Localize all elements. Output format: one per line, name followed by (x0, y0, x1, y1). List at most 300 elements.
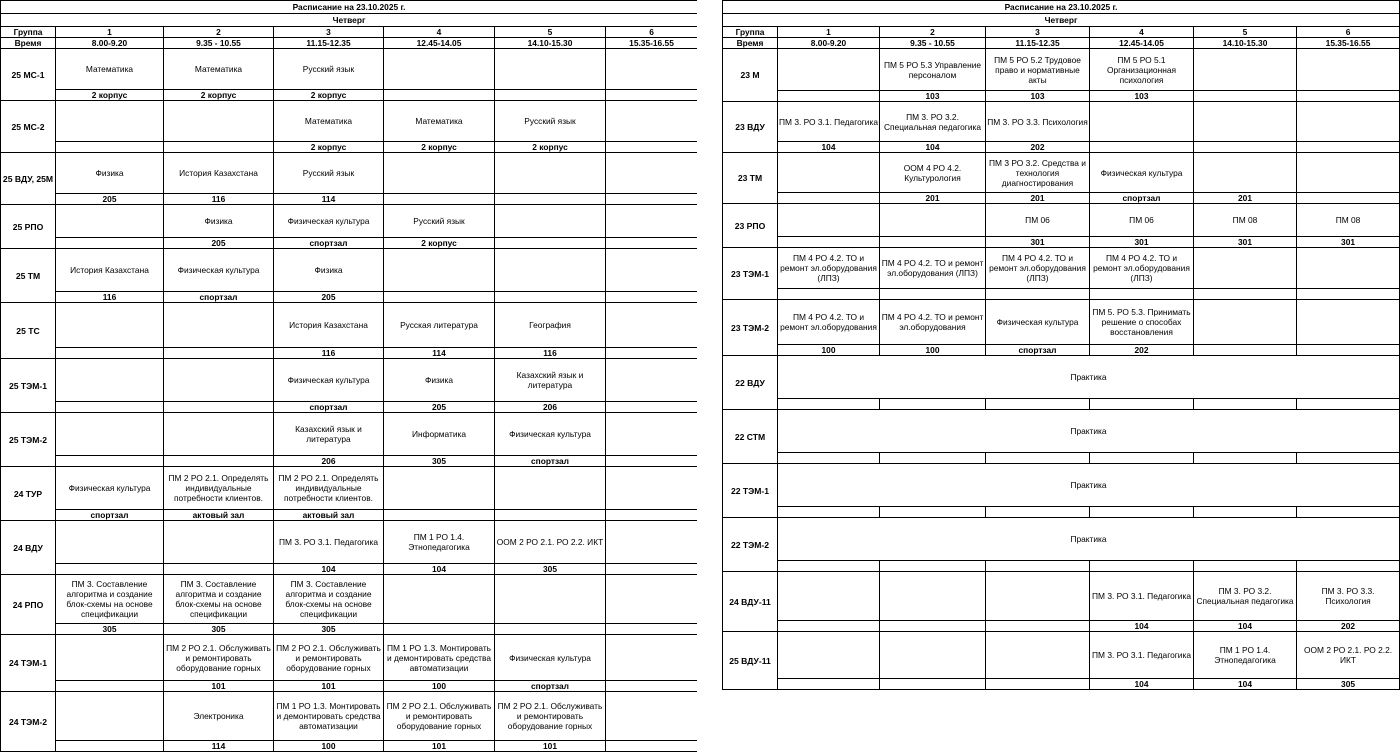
room-cell: 104 (1194, 679, 1297, 690)
pair-time: 15.35-16.55 (1297, 38, 1400, 49)
subject-cell (1194, 300, 1297, 345)
room-cell: 2 корпус (495, 142, 606, 153)
room-cell: 101 (274, 681, 384, 692)
practice-cell: Практика (778, 518, 1400, 561)
schedule-table-left (0, 0, 698, 752)
group-name: 23 М (723, 49, 778, 102)
group-name: 25 ВДУ, 25М (1, 153, 56, 205)
subject-cell: ПМ 2 РО 2.1. Обслуживать и ремонтировать оборудование горных (384, 692, 495, 741)
subject-cell: Физика (164, 205, 274, 238)
room-cell: спортзал (495, 681, 606, 692)
subject-cell: Русский язык (274, 49, 384, 90)
group-name: 25 МС-1 (1, 49, 56, 101)
subject-cell: ПМ 1 РО 1.3. Монтировать и демонтировать средства автоматизации (384, 635, 495, 681)
room-cell: спортзал (1090, 193, 1194, 204)
room-cell (1194, 91, 1297, 102)
subject-cell (495, 153, 606, 194)
pair-number: 4 (384, 27, 495, 38)
room-cell: 201 (880, 193, 986, 204)
subject-cell (778, 572, 880, 621)
subject-cell: ПМ 3. РО 3.3. Психология (986, 102, 1090, 142)
room-cell (1194, 561, 1297, 572)
room-cell: 101 (384, 741, 495, 752)
subject-cell: ПМ 3 РО 3.2. Средства и технология диагностирования (986, 153, 1090, 193)
subject-cell (778, 49, 880, 91)
room-cell (880, 237, 986, 248)
room-cell: спортзал (164, 292, 274, 303)
subject-cell: ПМ 3. РО 3.3. Психология (1297, 572, 1400, 621)
room-cell: 205 (274, 292, 384, 303)
pair-number: 5 (1194, 27, 1297, 38)
group-name: 23 РПО (723, 204, 778, 248)
room-cell: 100 (274, 741, 384, 752)
room-cell (384, 194, 495, 205)
subject-cell (384, 49, 495, 90)
room-cell (986, 507, 1090, 518)
room-cell (986, 561, 1090, 572)
subject-cell: Электроника (164, 692, 274, 741)
subject-cell: Русский язык (384, 205, 495, 238)
room-cell (495, 194, 606, 205)
group-name: 25 ТЭМ-1 (1, 359, 56, 413)
subject-cell: История Казахстана (274, 303, 384, 348)
room-cell: актовый зал (164, 510, 274, 521)
room-cell (1297, 91, 1400, 102)
room-cell (495, 624, 606, 635)
room-cell (778, 91, 880, 102)
room-cell (495, 292, 606, 303)
pair-time: 9.35 - 10.55 (164, 38, 274, 49)
schedule-title: Расписание на 23.10.2025 г. (1, 1, 698, 14)
subject-cell: Физическая культура (495, 635, 606, 681)
room-cell (1090, 399, 1194, 410)
room-cell (880, 507, 986, 518)
room-cell (778, 399, 880, 410)
room-cell (606, 194, 698, 205)
room-cell: 305 (1297, 679, 1400, 690)
pair-number: 6 (606, 27, 698, 38)
room-cell: 202 (986, 142, 1090, 153)
room-cell: 2 корпус (274, 90, 384, 101)
subject-cell: ПМ 1 РО 1.4. Этнопедагогика (1194, 632, 1297, 679)
room-cell (164, 402, 274, 413)
subject-cell: ПМ 5. РО 5.3. Принимать решение о способах восстановления (1090, 300, 1194, 345)
subject-cell: ПМ 5 РО 5.3 Управление персоналом (880, 49, 986, 91)
room-cell (778, 507, 880, 518)
subject-cell: ПМ 06 (1090, 204, 1194, 237)
subject-cell (1090, 102, 1194, 142)
group-name: 25 ВДУ-11 (723, 632, 778, 690)
subject-cell (606, 49, 698, 90)
room-cell: 104 (1090, 621, 1194, 632)
pair-time: 11.15-12.35 (274, 38, 384, 49)
subject-cell: ПМ 3. РО 3.2. Специальная педагогика (1194, 572, 1297, 621)
group-name: 22 ТЭМ-2 (723, 518, 778, 572)
sheet-gap (697, 0, 722, 753)
subject-cell (56, 635, 164, 681)
room-cell: 205 (56, 194, 164, 205)
room-cell: 100 (384, 681, 495, 692)
subject-cell: ПМ 4 РО 4.2. ТО и ремонт эл.оборудования (ЛПЗ) (778, 248, 880, 289)
room-cell (1194, 345, 1297, 356)
subject-cell (1297, 102, 1400, 142)
subject-cell (164, 303, 274, 348)
subject-cell: ПМ 4 РО 4.2. ТО и ремонт эл.оборудования (778, 300, 880, 345)
room-cell (1090, 289, 1194, 300)
subject-cell (164, 521, 274, 564)
room-cell (606, 624, 698, 635)
subject-cell (606, 359, 698, 402)
subject-cell: ООМ 2 РО 2.1. РО 2.2. ИКТ (1297, 632, 1400, 679)
time-header: Время (1, 38, 56, 49)
room-cell (606, 681, 698, 692)
subject-cell: Физическая культура (986, 300, 1090, 345)
subject-cell: ПМ 2 РО 2.1. Определять индивидуальные потребности клиентов. (164, 467, 274, 510)
room-cell (778, 453, 880, 464)
subject-cell (606, 575, 698, 624)
pair-time: 15.35-16.55 (606, 38, 698, 49)
pair-time: 9.35 - 10.55 (880, 38, 986, 49)
room-cell (606, 292, 698, 303)
room-cell (778, 679, 880, 690)
room-cell: 100 (880, 345, 986, 356)
pair-time: 8.00-9.20 (778, 38, 880, 49)
practice-cell: Практика (778, 410, 1400, 453)
room-cell (880, 679, 986, 690)
room-cell (56, 142, 164, 153)
subject-cell (1297, 153, 1400, 193)
room-cell (56, 348, 164, 359)
room-cell: 116 (164, 194, 274, 205)
pair-number: 1 (778, 27, 880, 38)
subject-cell (1297, 248, 1400, 289)
group-name: 25 РПО (1, 205, 56, 249)
subject-cell: ПМ 3. Составление алгоритма и создание блок-схемы на основе спецификации (56, 575, 164, 624)
room-cell (986, 621, 1090, 632)
subject-cell (1194, 153, 1297, 193)
room-cell: 104 (384, 564, 495, 575)
subject-cell: Физика (274, 249, 384, 292)
room-cell: 116 (274, 348, 384, 359)
subject-cell: ПМ 08 (1194, 204, 1297, 237)
subject-cell (384, 575, 495, 624)
room-cell: 305 (495, 564, 606, 575)
room-cell: 305 (274, 624, 384, 635)
room-cell: 114 (384, 348, 495, 359)
subject-cell: ПМ 5 РО 5.2 Трудовое право и нормативные акты (986, 49, 1090, 91)
room-cell (606, 142, 698, 153)
pair-time: 14.10-15.30 (495, 38, 606, 49)
room-cell: актовый зал (274, 510, 384, 521)
room-cell (880, 289, 986, 300)
room-cell: 101 (164, 681, 274, 692)
room-cell: спортзал (986, 345, 1090, 356)
subject-cell (606, 205, 698, 238)
group-name: 25 ТС (1, 303, 56, 359)
pair-number: 3 (986, 27, 1090, 38)
room-cell (1297, 193, 1400, 204)
group-header: Группа (1, 27, 56, 38)
subject-cell: Физическая культура (274, 359, 384, 402)
room-cell: 104 (778, 142, 880, 153)
room-cell (384, 624, 495, 635)
subject-cell: ПМ 2 РО 2.1. Обслуживать и ремонтировать оборудование горных (164, 635, 274, 681)
pair-number: 5 (495, 27, 606, 38)
room-cell: 103 (880, 91, 986, 102)
room-cell (880, 453, 986, 464)
subject-cell (384, 249, 495, 292)
room-cell: 104 (1090, 679, 1194, 690)
subject-cell: Математика (384, 101, 495, 142)
pair-number: 4 (1090, 27, 1194, 38)
room-cell (606, 510, 698, 521)
subject-cell: ПМ 3. РО 3.1. Педагогика (778, 102, 880, 142)
room-cell: 201 (1194, 193, 1297, 204)
subject-cell (56, 205, 164, 238)
subject-cell: География (495, 303, 606, 348)
room-cell (56, 238, 164, 249)
pair-time: 8.00-9.20 (56, 38, 164, 49)
subject-cell (986, 572, 1090, 621)
subject-cell: Казахский язык и литература (274, 413, 384, 456)
room-cell (384, 90, 495, 101)
group-name: 22 ВДУ (723, 356, 778, 410)
subject-cell (606, 153, 698, 194)
group-name: 23 ТМ (723, 153, 778, 204)
room-cell (778, 289, 880, 300)
room-cell: 114 (274, 194, 384, 205)
subject-cell: ПМ 3. РО 3.2. Специальная педагогика (880, 102, 986, 142)
group-name: 23 ТЭМ-2 (723, 300, 778, 356)
room-cell (56, 681, 164, 692)
subject-cell (606, 303, 698, 348)
room-cell: 301 (986, 237, 1090, 248)
room-cell (986, 399, 1090, 410)
room-cell: 104 (1194, 621, 1297, 632)
subject-cell: ПМ 3. РО 3.1. Педагогика (1090, 632, 1194, 679)
room-cell (164, 456, 274, 467)
subject-cell: ПМ 4 РО 4.2. ТО и ремонт эл.оборудования (ЛПЗ) (880, 248, 986, 289)
subject-cell: ПМ 4 РО 4.2. ТО и ремонт эл.оборудования (880, 300, 986, 345)
subject-cell (495, 49, 606, 90)
room-cell: 206 (274, 456, 384, 467)
subject-cell: История Казахстана (56, 249, 164, 292)
room-cell (1194, 142, 1297, 153)
subject-cell (606, 101, 698, 142)
room-cell (495, 510, 606, 521)
group-name: 24 ВДУ (1, 521, 56, 575)
room-cell (606, 238, 698, 249)
room-cell (606, 741, 698, 752)
room-cell: 104 (880, 142, 986, 153)
room-cell (778, 621, 880, 632)
schedule-sheet-right (722, 0, 1399, 690)
subject-cell (56, 359, 164, 402)
subject-cell: ПМ 2 РО 2.1. Определять индивидуальные потребности клиентов. (274, 467, 384, 510)
subject-cell: ПМ 1 РО 1.3. Монтировать и демонтировать средства автоматизации (274, 692, 384, 741)
subject-cell (495, 249, 606, 292)
room-cell: 305 (56, 624, 164, 635)
room-cell (1194, 399, 1297, 410)
subject-cell (56, 413, 164, 456)
room-cell (778, 193, 880, 204)
room-cell (606, 402, 698, 413)
room-cell (1297, 507, 1400, 518)
room-cell (384, 292, 495, 303)
room-cell: 100 (778, 345, 880, 356)
group-header: Группа (723, 27, 778, 38)
subject-cell: ПМ 2 РО 2.1. Обслуживать и ремонтировать оборудование горных (495, 692, 606, 741)
subject-cell: Физика (56, 153, 164, 194)
subject-cell: История Казахстана (164, 153, 274, 194)
room-cell: спортзал (274, 402, 384, 413)
room-cell: 101 (495, 741, 606, 752)
subject-cell: ООМ 4 РО 4.2. Культурология (880, 153, 986, 193)
subject-cell: ПМ 3. РО 3.1. Педагогика (1090, 572, 1194, 621)
subject-cell: ПМ 4 РО 4.2. ТО и ремонт эл.оборудования (ЛПЗ) (1090, 248, 1194, 289)
subject-cell (1194, 102, 1297, 142)
subject-cell (164, 359, 274, 402)
room-cell (56, 402, 164, 413)
room-cell (495, 90, 606, 101)
subject-cell: Русский язык (274, 153, 384, 194)
room-cell (56, 456, 164, 467)
group-name: 24 ТЭМ-1 (1, 635, 56, 692)
subject-cell (495, 467, 606, 510)
schedule-sheet-left (0, 0, 697, 752)
practice-cell: Практика (778, 464, 1400, 507)
subject-cell (986, 632, 1090, 679)
subject-cell: ПМ 4 РО 4.2. ТО и ремонт эл.оборудования (ЛПЗ) (986, 248, 1090, 289)
subject-cell: Математика (164, 49, 274, 90)
room-cell: 2 корпус (384, 238, 495, 249)
room-cell: 206 (495, 402, 606, 413)
subject-cell (880, 204, 986, 237)
subject-cell: Физическая культура (164, 249, 274, 292)
room-cell (606, 564, 698, 575)
subject-cell: Информатика (384, 413, 495, 456)
room-cell (880, 561, 986, 572)
room-cell (986, 453, 1090, 464)
subject-cell (778, 153, 880, 193)
subject-cell: Физика (384, 359, 495, 402)
subject-cell (56, 303, 164, 348)
group-name: 22 ТЭМ-1 (723, 464, 778, 518)
subject-cell (1194, 49, 1297, 91)
subject-cell (778, 204, 880, 237)
subject-cell (495, 575, 606, 624)
room-cell (1090, 453, 1194, 464)
subject-cell: Физическая культура (495, 413, 606, 456)
group-name: 23 ВДУ (723, 102, 778, 153)
practice-cell: Практика (778, 356, 1400, 399)
room-cell (1194, 289, 1297, 300)
room-cell: 301 (1297, 237, 1400, 248)
subject-cell: ПМ 3. Составление алгоритма и создание блок-схемы на основе спецификации (274, 575, 384, 624)
pair-number: 1 (56, 27, 164, 38)
subject-cell (384, 467, 495, 510)
room-cell: 202 (1090, 345, 1194, 356)
subject-cell: ПМ 5 РО 5.1 Организационная психология (1090, 49, 1194, 91)
room-cell: 301 (1090, 237, 1194, 248)
subject-cell: Физическая культура (274, 205, 384, 238)
group-name: 23 ТЭМ-1 (723, 248, 778, 300)
pair-time: 11.15-12.35 (986, 38, 1090, 49)
room-cell (606, 90, 698, 101)
subject-cell: ПМ 06 (986, 204, 1090, 237)
time-header: Время (723, 38, 778, 49)
subject-cell: ООМ 2 РО 2.1. РО 2.2. ИКТ (495, 521, 606, 564)
subject-cell: ПМ 08 (1297, 204, 1400, 237)
room-cell: 305 (164, 624, 274, 635)
room-cell (56, 564, 164, 575)
group-name: 24 РПО (1, 575, 56, 635)
room-cell: 202 (1297, 621, 1400, 632)
room-cell: спортзал (56, 510, 164, 521)
day-label: Четверг (1, 14, 698, 27)
room-cell: 103 (986, 91, 1090, 102)
room-cell (1194, 453, 1297, 464)
group-name: 25 ТЭМ-2 (1, 413, 56, 467)
subject-cell: ПМ 1 РО 1.4. Этнопедагогика (384, 521, 495, 564)
room-cell (164, 564, 274, 575)
subject-cell: Русский язык (495, 101, 606, 142)
group-name: 24 ТУР (1, 467, 56, 521)
subject-cell (56, 101, 164, 142)
room-cell (778, 561, 880, 572)
subject-cell (56, 521, 164, 564)
room-cell (1194, 507, 1297, 518)
schedule-title: Расписание на 23.10.2025 г. (723, 1, 1400, 14)
subject-cell: Математика (56, 49, 164, 90)
room-cell: 114 (164, 741, 274, 752)
room-cell: 205 (384, 402, 495, 413)
room-cell (880, 621, 986, 632)
subject-cell: ПМ 3. Составление алгоритма и создание блок-схемы на основе спецификации (164, 575, 274, 624)
room-cell (1090, 142, 1194, 153)
room-cell: 2 корпус (164, 90, 274, 101)
group-name: 25 ТМ (1, 249, 56, 303)
room-cell: спортзал (274, 238, 384, 249)
room-cell: 2 корпус (384, 142, 495, 153)
subject-cell (606, 467, 698, 510)
subject-cell: ПМ 2 РО 2.1. Обслуживать и ремонтировать оборудование горных (274, 635, 384, 681)
subject-cell: Физическая культура (56, 467, 164, 510)
subject-cell (606, 249, 698, 292)
room-cell (1297, 345, 1400, 356)
group-name: 25 МС-2 (1, 101, 56, 153)
subject-cell: Казахский язык и литература (495, 359, 606, 402)
room-cell: 116 (495, 348, 606, 359)
pair-number: 2 (164, 27, 274, 38)
pair-number: 3 (274, 27, 384, 38)
room-cell (1297, 289, 1400, 300)
room-cell (986, 679, 1090, 690)
subject-cell (1297, 49, 1400, 91)
room-cell (1297, 561, 1400, 572)
subject-cell: Русская литература (384, 303, 495, 348)
subject-cell (164, 413, 274, 456)
subject-cell (1194, 248, 1297, 289)
subject-cell (384, 153, 495, 194)
room-cell: 201 (986, 193, 1090, 204)
subject-cell: Физическая культура (1090, 153, 1194, 193)
subject-cell: Математика (274, 101, 384, 142)
room-cell: 2 корпус (56, 90, 164, 101)
room-cell: 116 (56, 292, 164, 303)
room-cell (880, 399, 986, 410)
room-cell: спортзал (495, 456, 606, 467)
